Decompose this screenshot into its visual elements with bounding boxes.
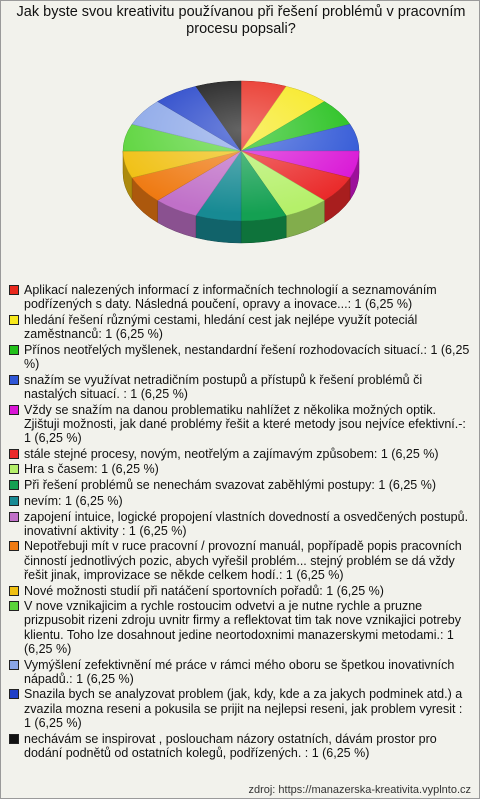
legend-label: Nepotřebuji mít v ruce pracovní / provozní manuál, popřípadě popis pracovních činností jednotlivých pozic, abych vyřešil problém... stejný problém se dá vždy řešit jinak, improvizace se někde celkem hodí.: 1 (6,25 %) bbox=[24, 539, 462, 582]
legend-item bbox=[9, 510, 471, 538]
legend-label: Přínos neotřelých myšlenek, nestandardní řešení rozhodovacích situací.: 1 (6,25 %) bbox=[24, 342, 470, 372]
legend-swatch bbox=[9, 734, 19, 744]
legend-label: Při řešení problémů se nenechám svazovat zaběhlými postupy: 1 (6,25 %) bbox=[24, 478, 437, 493]
legend bbox=[9, 283, 471, 762]
legend-label: Vždy se snažím na danou problematiku nahlížet z několika možných optik. Zjištuji možnosti, jak dané problémy řešit a které metody jsou nejvíce efektivní.-: 1 (6,25 %) bbox=[24, 402, 466, 446]
legend-item bbox=[9, 313, 471, 341]
legend-label: nechávám se inspirovat , posloucham názory ostatních, dávám prostor pro dodání podnětů od ostatních kolegů, podřízených. : 1 (6,25 %) bbox=[24, 731, 437, 760]
legend-item bbox=[9, 478, 471, 492]
legend-item bbox=[9, 373, 471, 401]
legend-swatch bbox=[9, 496, 19, 506]
legend-swatch bbox=[9, 315, 19, 325]
legend-label: hledání řešení různými cestami, hledání cest jak nejlépe využít poteciál zaměstnanců: 1 (6,25 %) bbox=[24, 312, 418, 342]
legend-swatch bbox=[9, 512, 19, 522]
legend-label: Nové možnosti studií při natáčení sportovních pořadů: 1 (6,25 %) bbox=[24, 583, 384, 598]
legend-item bbox=[9, 494, 471, 508]
title-line-2: procesu popsali? bbox=[186, 21, 296, 37]
legend-swatch bbox=[9, 345, 19, 355]
pie-highlight bbox=[123, 81, 359, 221]
legend-swatch bbox=[9, 464, 19, 474]
legend-item bbox=[9, 403, 471, 446]
legend-swatch bbox=[9, 405, 19, 415]
legend-label: Hra s časem: 1 (6,25 %) bbox=[24, 462, 159, 477]
legend-item bbox=[9, 687, 471, 730]
legend-swatch bbox=[9, 480, 19, 490]
legend-swatch bbox=[9, 601, 19, 611]
legend-label: Snazila bych se analyzovat problem (jak, kdy, kde a za jakych podminek atd.) a zvazila mozna reseni a pokusila se prijit na nejlepsi reseni, jak problem vyresit : 1 (6,25 %) bbox=[24, 687, 463, 730]
legend-item bbox=[9, 539, 471, 582]
legend-item bbox=[9, 447, 471, 461]
legend-swatch bbox=[9, 586, 19, 596]
title-line-1: Jak byste svou kreativitu používanou při řešení problémů v pracovním bbox=[16, 4, 466, 20]
legend-item bbox=[9, 584, 471, 598]
legend-item bbox=[9, 462, 471, 476]
legend-swatch bbox=[9, 449, 19, 459]
legend-item bbox=[9, 732, 471, 760]
legend-label: V nove vznikajicim a rychle rostoucim odvetvi a je nutne rychle a pruzne prizpusobit rizeni zdroju uvnitr firmy a reflektovat tim tak nove vznikajici potreby klientu. Toho lze dosahnout jedine neortodoxnimi manazerskymi metodami.: 1 (6,25 %) bbox=[24, 599, 461, 656]
legend-item bbox=[9, 599, 471, 656]
legend-label: Aplikací nalezených informací z informačních technologií a seznamováním podřízených s daty. Následná poučení, opravy a inovace...: 1 (6,25 %) bbox=[24, 283, 437, 312]
chart-title bbox=[1, 4, 480, 38]
source-note: zdroj: https://manazerska-kreativita.vyplnto.cz bbox=[248, 784, 471, 796]
legend-item bbox=[9, 658, 471, 686]
legend-label: stále stejné procesy, novým, neotřelým a zajímavým způsobem: 1 (6,25 %) bbox=[24, 446, 439, 461]
pie-chart bbox=[96, 71, 386, 261]
legend-label: nevím: 1 (6,25 %) bbox=[24, 493, 123, 508]
legend-label: snažím se využívat netradičním postupů a přístupů k řešení problémů či nastalých situací. : 1 (6,25 %) bbox=[24, 372, 423, 401]
legend-label: Vymýšlení zefektivnění mé práce v rámci mého oboru se špetkou inovativních nápadů.: 1 (6,25 %) bbox=[24, 657, 455, 686]
legend-swatch bbox=[9, 660, 19, 670]
legend-label: zapojení intuice, logické propojení vlastních dovedností a osvedčených postupů. inovativní aktivity : 1 (6,25 %) bbox=[24, 509, 469, 538]
legend-swatch bbox=[9, 541, 19, 551]
legend-swatch bbox=[9, 689, 19, 699]
legend-swatch bbox=[9, 375, 19, 385]
legend-item bbox=[9, 343, 471, 371]
legend-swatch bbox=[9, 285, 19, 295]
legend-item bbox=[9, 283, 471, 311]
